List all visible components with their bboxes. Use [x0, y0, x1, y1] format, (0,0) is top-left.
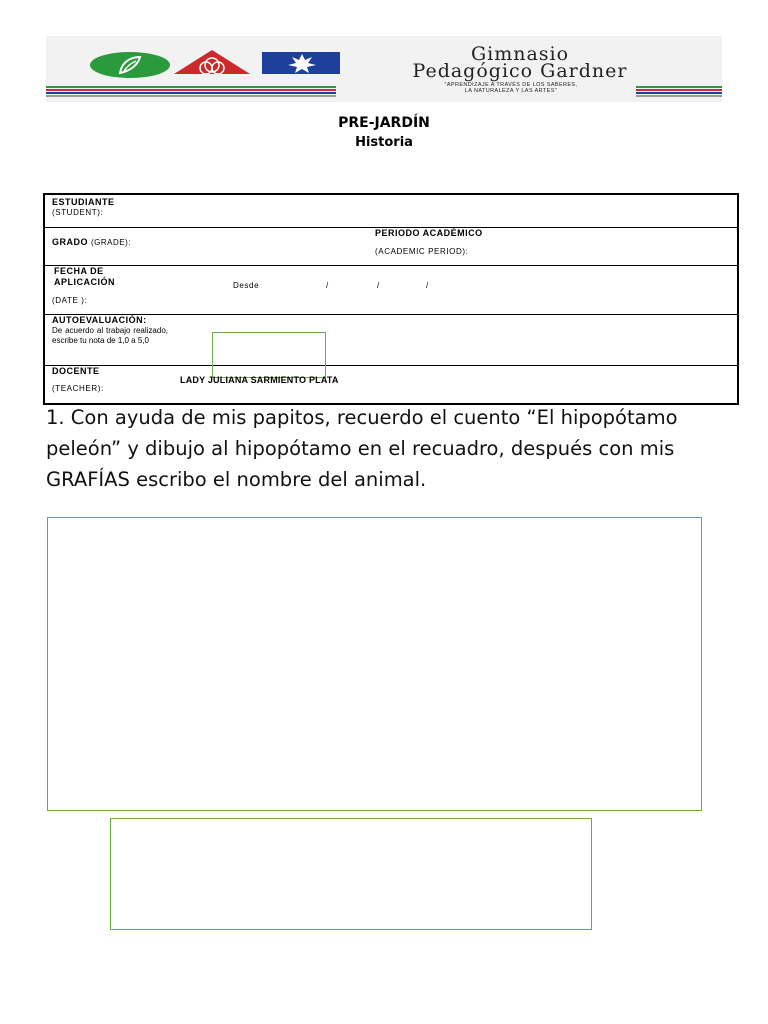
self-eval-text: De acuerdo al trabajo realizado, escribe tu nota de 1,0 a 5,0: [52, 326, 168, 345]
grade-label: GRADO (GRADE):: [52, 237, 132, 247]
header-stripes-right: [636, 86, 722, 98]
leaf-logo-icon: [90, 52, 170, 78]
teacher-label: DOCENTE: [52, 366, 100, 376]
school-name: Gimnasio Pedagógico Gardner: [412, 43, 628, 82]
student-sub: (STUDENT):: [52, 208, 104, 217]
student-info-table: [43, 193, 739, 405]
drawing-box[interactable]: [47, 517, 702, 811]
date-slash-1: /: [326, 281, 329, 290]
school-motto: "APRENDIZAJE A TRAVÉS DE LOS SABERES, LA NATURALEZA Y LAS ARTES": [444, 82, 578, 94]
teacher-row: [45, 366, 737, 403]
date-label-2: APLICACIÓN: [54, 277, 115, 287]
teacher-sub: (TEACHER):: [52, 384, 104, 393]
period-sub: (ACADEMIC PERIOD):: [375, 247, 469, 256]
grade-row[interactable]: [45, 228, 737, 266]
teacher-name: LADY JULIANA SARMIENTO PLATA: [180, 375, 339, 385]
date-slash-3: /: [426, 281, 429, 290]
period-label: PERIODO ACADÉMICO: [375, 228, 483, 238]
date-row[interactable]: [45, 266, 737, 315]
self-eval-row: [45, 315, 737, 366]
school-header-banner: [46, 36, 722, 102]
student-row[interactable]: [45, 195, 737, 228]
paint-splash-logo-icon: [262, 52, 340, 74]
date-from-label: Desde: [233, 281, 260, 290]
self-eval-label: AUTOEVALUACIÓN:: [52, 315, 147, 325]
date-sub: (DATE ):: [52, 296, 88, 305]
writing-box[interactable]: [110, 818, 592, 930]
date-label-1: FECHA DE: [54, 266, 104, 276]
page-title: PRE-JARDÍN: [338, 115, 430, 131]
header-stripes-left: [46, 86, 336, 98]
student-label: ESTUDIANTE: [52, 197, 115, 207]
page-subtitle: Historia: [355, 135, 413, 150]
date-slash-2: /: [377, 281, 380, 290]
activity-instruction: 1. Con ayuda de mis papitos, recuerdo el cuento “El hipopótamo peleón” y dibujo al hipopótamo en el recuadro, después con mis GRAFÍAS escribo el nombre del animal.: [46, 406, 678, 491]
triangle-logo-icon: [172, 50, 252, 76]
